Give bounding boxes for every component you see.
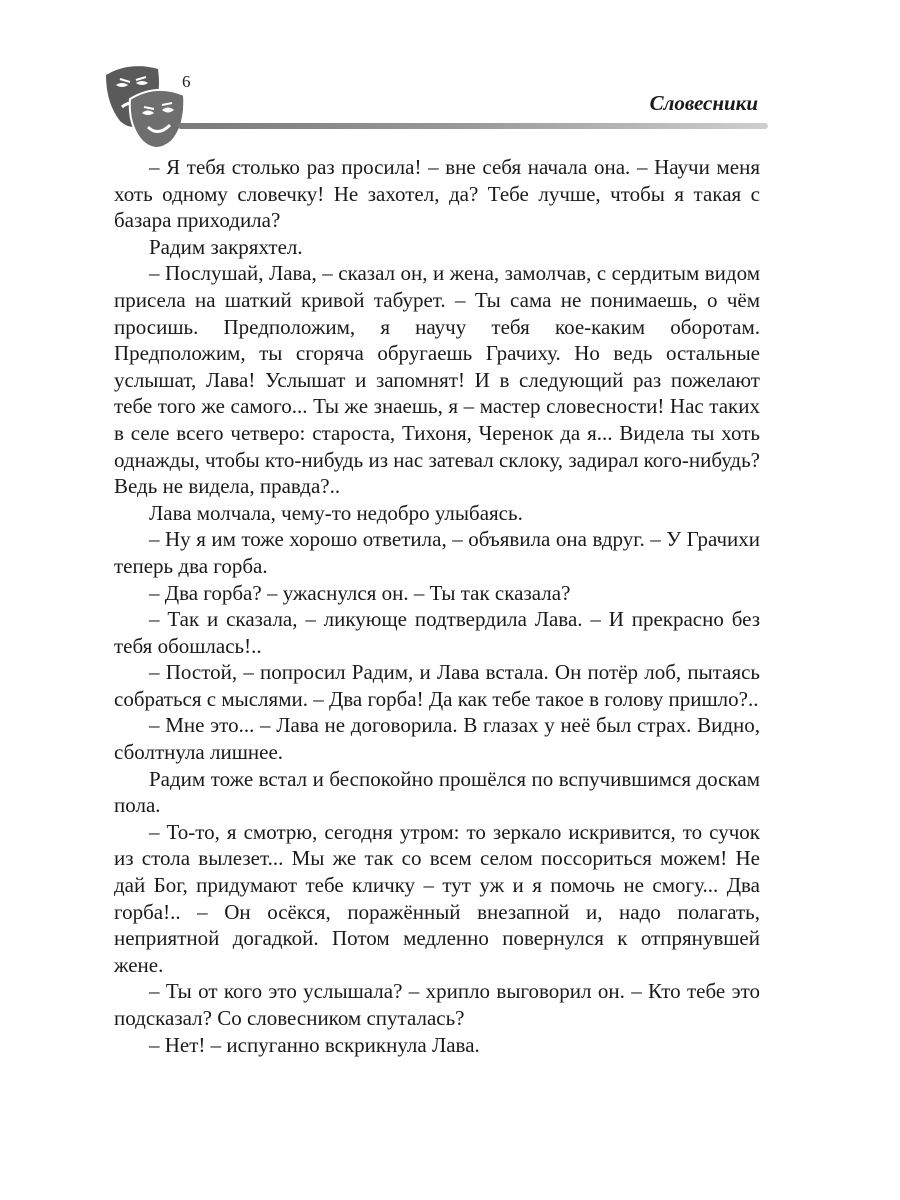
- paragraph: – Ты от кого это услышала? – хрипло выговорил он. – Кто тебе это подсказал? Со словесником спуталась?: [114, 979, 760, 1030]
- paragraph: – То-то, я смотрю, сегодня утром: то зеркало искривится, то сучок из стола вылезет... Мы же так со всем селом поссориться можем! Не дай Бог, придумают тебе кличку – тут уж и я помочь не смогу... Два горба!.. – Он осёкся, поражённый внезапной и, надо полагать, неприятной догадкой. Потом медленно повернулся к отпрянувшей жене.: [114, 819, 760, 977]
- paragraph: Лава молчала, чему-то недобро улыбаясь.: [149, 500, 523, 525]
- paragraph: – Так и сказала, – ликующе подтвердила Лава. – И прекрасно без тебя обошлась!..: [114, 607, 760, 658]
- paragraph: – Постой, – попросил Радим, и Лава встала. Он потёр лоб, пытаясь собраться с мыслями. – Два горба! Да как тебе такое в голову пришло?..: [114, 660, 760, 711]
- paragraph: – Два горба? – ужаснулся он. – Ты так сказала?: [149, 580, 571, 605]
- page-number: 6: [182, 72, 191, 91]
- paragraph: – Я тебя столько раз просила! – вне себя начала она. – Научи меня хоть одному словечку! Не захотел, да? Тебе лучше, чтобы я такая с базара приходила?: [114, 155, 760, 233]
- paragraph: Радим тоже встал и беспокойно прошёлся по вспучившимся доскам пола.: [114, 766, 760, 818]
- page-header: [100, 55, 770, 155]
- paragraph: – Ну я им тоже хорошо ответила, – объявила она вдруг. – У Грачихи теперь два горба.: [114, 527, 760, 578]
- paragraph: Радим закряхтел.: [149, 234, 303, 259]
- paragraph: – Нет! – испуганно вскрикнула Лава.: [149, 1032, 480, 1057]
- header-rule: [178, 123, 768, 129]
- body-text: [114, 154, 760, 1058]
- theatre-masks-icon: [100, 55, 195, 155]
- running-title: Словесники: [649, 91, 758, 115]
- paragraph: – Мне это... – Лава не договорила. В глазах у неё был страх. Видно, сболтнула лишнее.: [114, 713, 760, 765]
- paragraph: – Послушай, Лава, – сказал он, и жена, замолчав, с сердитым видом присела на шаткий кривой табурет. – Ты сама не понимаешь, о чём просишь. Предположим, я научу тебя кое-каким оборотам. Предположим, ты сгоряча обругаешь Грачиху. Но ведь остальные услышат, Лава! Услышат и запомнят! И в следующий раз пожелают тебе того же самого... Ты же знаешь, я – мастер словесности! Нас таких в селе всего четверо: староста, Тихоня, Черенок да я... Видела ты хоть однажды, чтобы кто-нибудь из нас затевал склоку, задирал кого-нибудь? Ведь не видела, правда?..: [114, 261, 760, 499]
